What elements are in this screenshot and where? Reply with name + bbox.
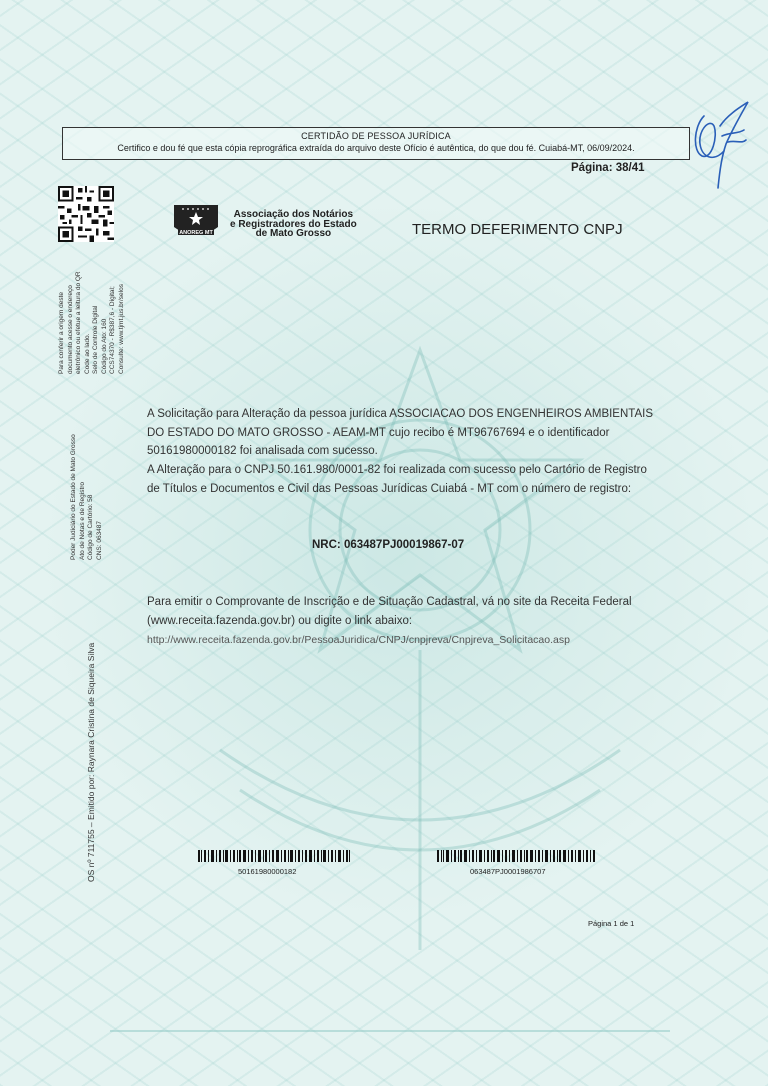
paragraph-emitir: Para emitir o Comprovante de Inscrição e de Situação Cadastral, vá no site da Receita Federal (www.receita.fazenda.gov.br) ou digite o link abaixo: — [147, 596, 632, 627]
paragraph-alteracao: A Alteração para o CNPJ 50.161.980/0001-82 foi realizada com sucesso pelo Cartório de Registro de Títulos e Documentos e Civil das Pessoas Jurídicas Cuiabá - MT com o número de registro: — [147, 464, 647, 495]
footer-watermark — [110, 1030, 670, 1082]
certificate-statement: Certifico e dou fé que esta cópia reprográfica extraída do arquivo deste Ofício é autêntica, do que dou fé. Cuiabá-MT, 06/09/2024. — [117, 143, 635, 153]
barcode-right — [437, 850, 595, 862]
anoreg-logo — [170, 201, 222, 243]
page-number-top: Página: 38/41 — [571, 162, 645, 174]
page-number-bottom: Página 1 de 1 — [588, 919, 635, 928]
document-title: TERMO DEFERIMENTO CNPJ — [412, 221, 623, 238]
logo-label: ANOREG MT — [179, 230, 213, 236]
barcode-left — [198, 850, 350, 862]
barcode-right-label: 063487PJ0001986707 — [470, 867, 546, 876]
barcode-left-label: 50161980000182 — [238, 867, 297, 876]
association-name: Associação dos Notários e Registradores do Estado de Mato Grosso — [230, 209, 357, 239]
certificate-title: CERTIDÃO DE PESSOA JURÍDICA — [301, 131, 451, 141]
certificate-header-box — [62, 127, 690, 160]
side-emitido-text: OS nº 711755 – Emitido por: Raynara Cristina de Siqueira Silva — [86, 642, 96, 882]
side-validation-text: Para conferir a origem deste documento acesse o endereço eletrônico ou efetue a leitura do QR Code ao lado. Selo de Controle Digital Código do Ato: 160 CCS74370 - R$387,6 - Digital; Consulte: www.tjmt.jus.br/selos — [58, 271, 125, 374]
receita-link[interactable]: http://www.receita.fazenda.gov.br/PessoaJuridica/CNPJ/cnpjreva/Cnpjreva_Solicitacao.asp — [147, 634, 570, 646]
qr-code[interactable] — [58, 186, 114, 242]
handwritten-signature — [684, 96, 754, 196]
side-registry-text: Poder Judiciário do Estado de Mato Grosso Ato de Notas e de Registro Código de Cartório: 58 CNS: 063487 — [70, 434, 103, 560]
paragraph-solicitacao: A Solicitação para Alteração da pessoa jurídica ASSOCIACAO DOS ENGENHEIROS AMBIENTAIS DO ESTADO DO MATO GROSSO - AEAM-MT cujo recibo é MT96767694 e o identificador 50161980000182 foi analisada com sucesso. — [147, 408, 653, 457]
nrc-number: NRC: 063487PJ00019867-07 — [312, 539, 465, 551]
